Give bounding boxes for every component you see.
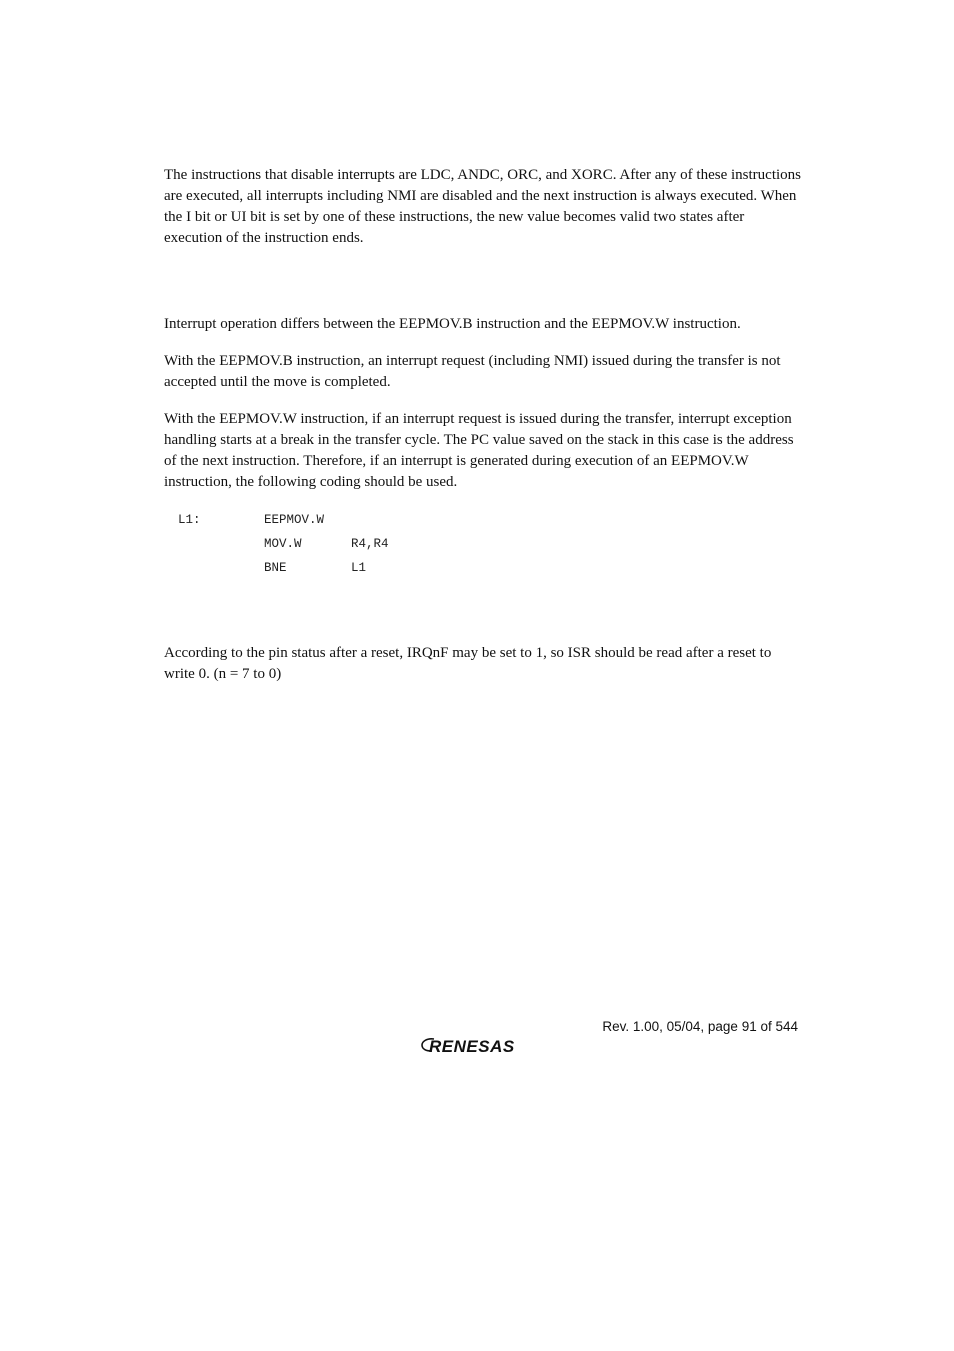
- code-line: [178, 512, 438, 528]
- code-label: L1:: [178, 513, 201, 527]
- paragraph-eepmov-intro: Interrupt operation differs between the EEPMOV.B instruction and the EEPMOV.W instruction.: [164, 316, 741, 332]
- page-footer-info: Rev. 1.00, 05/04, page 91 of 544: [602, 1019, 798, 1034]
- code-opcode: BNE: [264, 561, 287, 575]
- code-operand: R4,R4: [351, 537, 389, 551]
- renesas-logo: [420, 1034, 542, 1056]
- code-opcode: EEPMOV.W: [264, 513, 325, 527]
- paragraph-eepmov-b: With the EEPMOV.B instruction, an interrupt request (including NMI) issued during the transfer is not accepted until the move is completed.: [164, 353, 781, 390]
- code-operand: L1: [351, 561, 367, 575]
- code-line: [178, 560, 438, 576]
- logo-text: RENESAS: [429, 1037, 515, 1056]
- code-opcode: MOV.W: [264, 537, 302, 551]
- paragraph-interrupt-disable: The instructions that disable interrupts are LDC, ANDC, ORC, and XORC. After any of these instructions are executed, all interrupts including NMI are disabled and the next instruction is always executed. When the I bit or UI bit is set by one of these instructions, the new value becomes valid two states after execution of the instruction ends.: [164, 167, 801, 246]
- paragraph-irq-reset: According to the pin status after a reset, IRQnF may be set to 1, so ISR should be read after a reset to write 0. (n = 7 to 0): [164, 645, 772, 682]
- code-line: [178, 536, 438, 552]
- paragraph-eepmov-w: With the EEPMOV.W instruction, if an interrupt request is issued during the transfer, interrupt exception handling starts at a break in the transfer cycle. The PC value saved on the stack in this case is the address of the next instruction. Therefore, if an interrupt is generated during execution of an EEPMOV.W instruction, the following coding should be used.: [164, 411, 794, 490]
